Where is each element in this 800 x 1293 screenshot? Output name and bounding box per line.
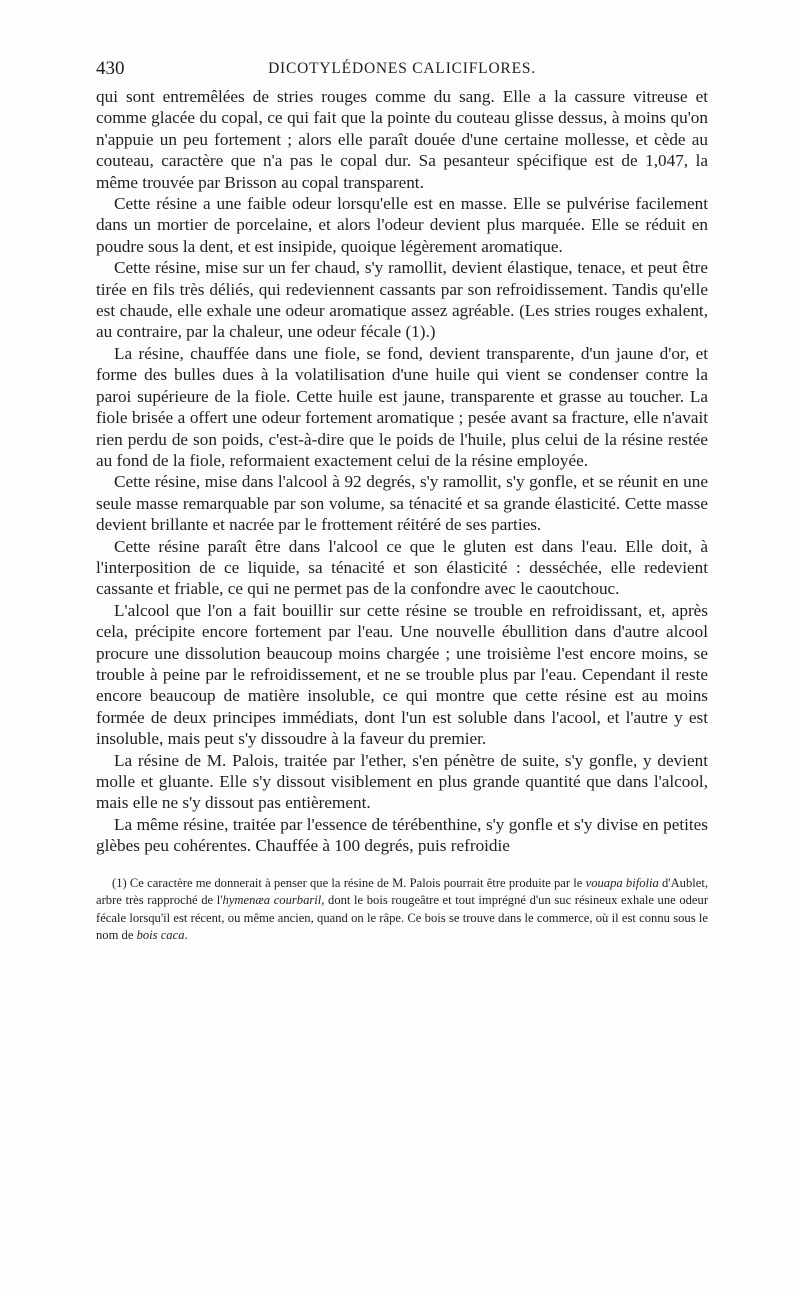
paragraph: Cette résine paraît être dans l'alcool ce que le gluten est dans l'eau. Elle doit, à l'interposition de ce liquide, sa ténacité et son élasticité : desséchée, elle redevient cassante et friable, ce qui ne permet pas de la confondre avec le caoutchouc.: [96, 536, 708, 599]
footnote-text: , dont le bois rougeâtre et tout imprégné d'un suc résineux exhale une odeur fécale lorsqu'il est récent, ou même ancien, quand on le râpe. Ce bois se trouve dans le commerce, où il est connu sous le nom de: [96, 893, 709, 943]
paragraph: Cette résine, mise dans l'alcool à 92 degrés, s'y ramollit, s'y gonfle, et se réunit en une seule masse remarquable par son volume, sa ténacité et sa grande élasticité. Cette masse devient brillante et nacrée par le frottement réitéré de ses parties.: [96, 472, 708, 535]
footnote-text: .: [184, 928, 188, 943]
paragraph: La résine, chauffée dans une fiole, se fond, devient transparente, d'un jaune d'or, et forme des bulles dues à la volatilisation d'une huile qui vient se condenser contre la paroi supérieure de la fiole. Cette huile est jaune, transparente et grasse au toucher. La fiole brisée a offert une odeur fortement aromatique ; pesée avant sa fracture, elle n'avait rien perdu de son poids, c'est-à-dire que le poids de l'huile, plus celui de la résine restée au fond de la fiole, reformaient exactement celui de la résine employée.: [96, 343, 708, 470]
paragraph: Cette résine, mise sur un fer chaud, s'y ramollit, devient élastique, tenace, et peut être tirée en fils très déliés, qui redeviennent cassants par son refroidissement. Tandis qu'elle est chaude, elle exhale une odeur aromatique assez agréable. (Les stries rouges exhalent, au contraire, par la chaleur, une odeur fécale (1).): [96, 258, 708, 342]
running-title: DICOTYLÉDONES CALICIFLORES.: [268, 60, 536, 77]
footnotes: [96, 875, 708, 945]
page-number: 430: [96, 58, 125, 79]
paragraph: L'alcool que l'on a fait bouillir sur cette résine se trouble en refroidissant, et, après cela, précipite encore fortement par l'eau. Une nouvelle ébullition dans d'autre alcool procure une dissolution beaucoup moins chargée ; une troisième l'est encore moins, se trouble à peine par le refroidissement, et ne se trouble plus par l'eau. Cependant il reste encore beaucoup de matière insoluble, ce qui montre que cette résine est au moins formée de deux principes immédiats, dont l'un est soluble dans l'acool, et l'autre y est insoluble, mais peut s'y dissoudre à la faveur du premier.: [96, 600, 708, 749]
footnote-species-name: hymenæa courbaril: [222, 893, 322, 908]
running-head: [96, 52, 708, 86]
footnote-text: (1) Ce caractère me donnerait à penser que la résine de M. Palois pourrait être produite par le: [112, 875, 586, 890]
footnote: [96, 875, 708, 945]
footnote-text: d'Aublet, arbre très rapproché de l': [96, 875, 709, 908]
body-text: [96, 86, 708, 857]
paragraph: qui sont entremêlées de stries rouges comme du sang. Elle a la cassure vitreuse et comme glacée du copal, ce qui fait que la pointe du couteau glisse dessus, à moins qu'on n'appuie un peu fortement ; alors elle paraît douée d'une certaine mollesse, et cède au couteau, caractère que n'a pas le copal dur. Sa pesanteur spécifique est de 1,047, la même trouvée par Brisson au copal transparent.: [96, 87, 708, 192]
paragraph: La résine de M. Palois, traitée par l'ether, s'en pénètre de suite, s'y gonfle, y devient molle et gluante. Elle s'y dissout visiblement en plus grande quantité que dans l'alcool, mais elle ne s'y dissout pas entièrement.: [96, 750, 708, 813]
paragraph: La même résine, traitée par l'essence de térébenthine, s'y gonfle et s'y divise en petites glèbes peu cohérentes. Chauffée à 100 degrés, puis refroidie: [96, 814, 708, 856]
footnote-common-name: bois caca: [136, 928, 185, 943]
footnote-species-name: vouapa bifolia: [585, 875, 659, 890]
paragraph: Cette résine a une faible odeur lorsqu'elle est en masse. Elle se pulvérise facilement dans un mortier de porcelaine, et alors l'odeur devient plus marquée. Elle se réduit en poudre sous la dent, et est insipide, quoique légèrement aromatique.: [96, 194, 708, 256]
